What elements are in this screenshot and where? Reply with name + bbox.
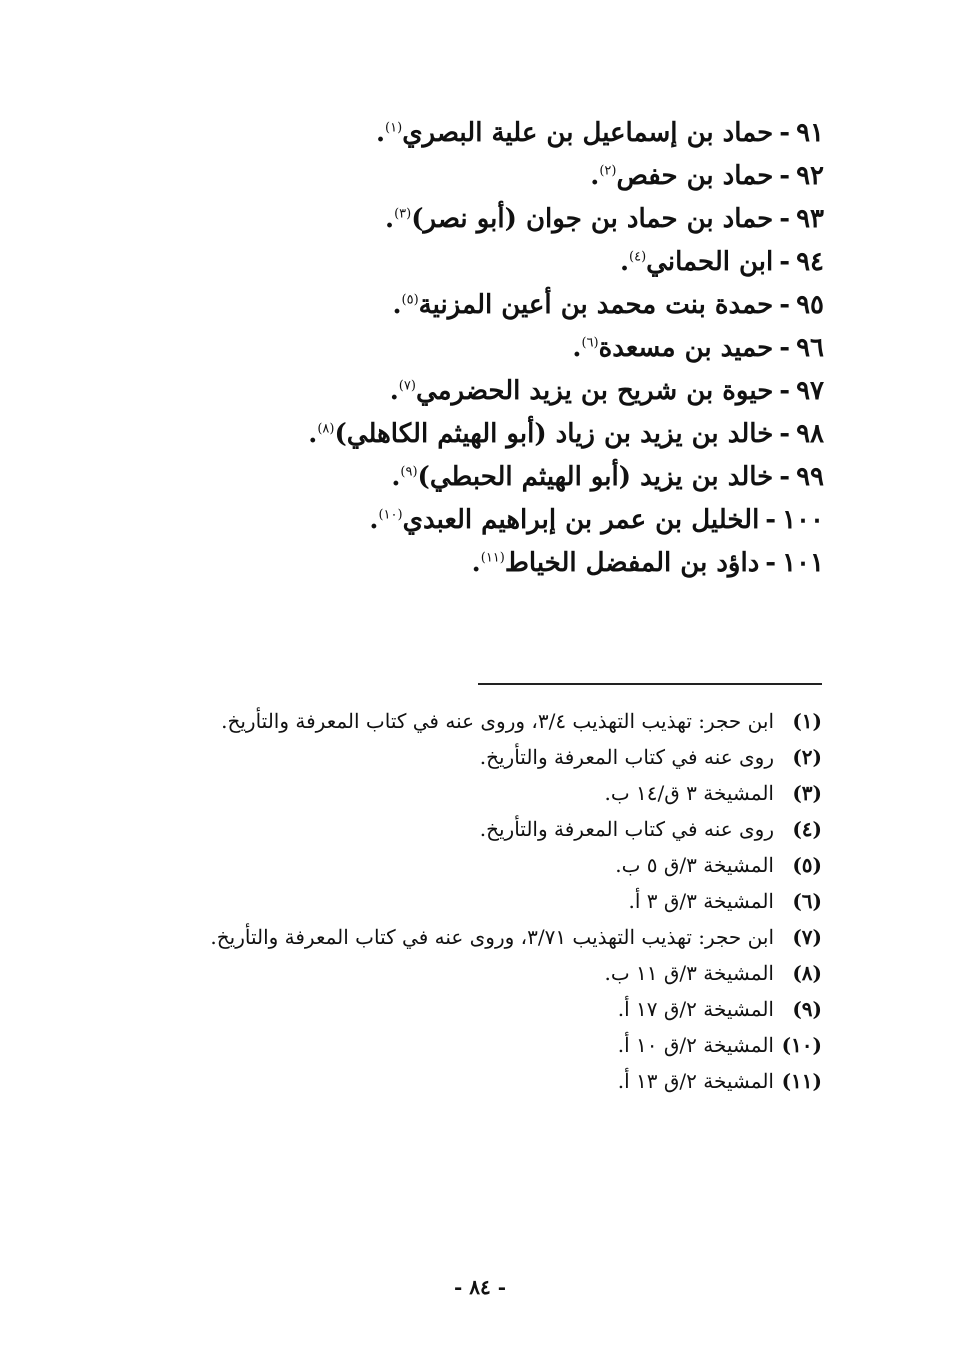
footnote — [182, 703, 822, 739]
entry-name: حمدة بنت محمد بن أعين المزنية — [418, 290, 774, 320]
entry-name: حماد بن حفص — [616, 161, 774, 191]
entry-dash: - — [779, 333, 791, 363]
entry-period: . — [385, 204, 395, 234]
entry-name: حميد بن مسعدة — [598, 333, 774, 363]
footnote-text: ابن حجر: تهذيب التهذيب ٣/٤، وروى عنه في كتاب المعرفة والتأريخ. — [221, 709, 774, 733]
list-item — [184, 370, 824, 413]
footnote-text: روى عنه في كتاب المعرفة والتأريخ. — [479, 817, 774, 841]
footnote-marker[interactable]: (٧) — [398, 378, 416, 394]
entry-name: خالد بن يزيد بن زياد (أبو الهيثم الكاهلي) — [334, 419, 774, 449]
list-item — [184, 327, 824, 370]
entry-number: ١٠١ — [782, 548, 824, 578]
footnote-label: (١١) — [781, 1069, 822, 1093]
footnote-marker[interactable]: (١) — [385, 120, 403, 136]
entry-dash: - — [779, 419, 791, 449]
entry-name: الخليل بن عمر بن إبراهيم العبدي — [402, 505, 760, 535]
footnote-marker[interactable]: (٩) — [400, 464, 418, 480]
footnote-label: (١) — [792, 709, 822, 733]
footnote-text: المشيخة ٣/ق ١١ ب. — [604, 961, 774, 985]
footnote-marker[interactable]: (٨) — [317, 421, 335, 437]
entry-name: حماد بن إسماعيل بن علية البصري — [402, 118, 774, 148]
entry-number: ٩٩ — [796, 462, 824, 492]
entry-period: . — [619, 247, 630, 277]
entry-number: ٩٦ — [796, 333, 824, 363]
footnote-marker[interactable]: (٣) — [394, 206, 412, 222]
footnote-marker[interactable]: (٤) — [629, 249, 647, 265]
entry-period: . — [471, 548, 481, 578]
footnote-marker[interactable]: (٢) — [599, 163, 617, 179]
entry-dash: - — [779, 290, 791, 320]
list-item — [184, 413, 824, 456]
entry-period: . — [308, 419, 318, 449]
footnote-label: (١٠) — [781, 1033, 822, 1057]
entry-period: . — [590, 161, 600, 191]
footnote — [182, 1027, 822, 1063]
entry-number: ٩٧ — [796, 376, 824, 406]
entry-name: خالد بن يزيد (أبو الهيثم الحبطي) — [417, 462, 774, 492]
footnote-text: المشيخة ٣/ق ٥ ب. — [615, 853, 774, 877]
footnote-marker[interactable]: (٥) — [401, 292, 419, 308]
entry-number: ٩١ — [796, 118, 824, 148]
footnote-text: المشيخة ٣/ق ٣ أ. — [628, 889, 774, 913]
footnote — [182, 991, 822, 1027]
footnote-label: (٦) — [792, 889, 822, 913]
footnote-text: المشيخة ٢/ق ١٠ أ. — [617, 1033, 774, 1057]
entry-number: ١٠٠ — [782, 505, 824, 535]
page-number: - ٨٤ - — [453, 1275, 506, 1299]
list-item — [184, 112, 824, 155]
footnote-text: المشيخة ٢/ق ١٧ أ. — [617, 997, 774, 1021]
narrator-list — [184, 112, 824, 585]
list-item — [184, 241, 824, 284]
list-item — [184, 542, 824, 585]
footnote-label: (٥) — [792, 853, 822, 877]
footnote-label: (٢) — [792, 745, 822, 769]
entry-name: حماد بن حماد بن جوان (أبو نصر) — [411, 204, 774, 234]
entry-dash: - — [779, 376, 791, 406]
entry-dash: - — [765, 505, 777, 535]
entry-dash: - — [779, 161, 791, 191]
footnote-text: المشيخة ٢/ق ١٣ أ. — [617, 1069, 774, 1093]
footnote — [182, 955, 822, 991]
list-item — [184, 499, 824, 542]
entry-number: ٩٢ — [796, 161, 824, 191]
footnote-marker[interactable]: (٦) — [581, 335, 599, 351]
entry-name: حيوة بن شريح بن يزيد الحضرمي — [415, 376, 774, 406]
list-item — [184, 284, 824, 327]
footnote-label: (٩) — [792, 997, 822, 1021]
entry-name: داؤد بن المفضل الخياط — [504, 548, 760, 578]
list-item — [184, 155, 824, 198]
entry-period: . — [572, 333, 582, 363]
list-item — [184, 456, 824, 499]
footnote — [182, 919, 822, 955]
entry-period: . — [375, 118, 386, 148]
entry-dash: - — [765, 548, 777, 578]
entry-period: . — [392, 290, 402, 320]
footnote — [182, 739, 822, 775]
entry-period: . — [389, 376, 399, 406]
footnote-marker[interactable]: (١٠) — [378, 507, 403, 523]
footnote — [182, 775, 822, 811]
footnote — [182, 847, 822, 883]
footnote — [182, 883, 822, 919]
entry-dash: - — [779, 204, 791, 234]
footnote-label: (٧) — [792, 925, 822, 949]
entry-dash: - — [779, 462, 791, 492]
footnote-text: روى عنه في كتاب المعرفة والتأريخ. — [479, 745, 774, 769]
list-item — [184, 198, 824, 241]
entry-number: ٩٤ — [796, 247, 824, 277]
entry-dash: - — [779, 247, 791, 277]
entry-number: ٩٥ — [796, 290, 824, 320]
footnote — [182, 1063, 822, 1099]
footnote-marker[interactable]: (١١) — [480, 550, 505, 566]
entry-number: ٩٣ — [796, 204, 824, 234]
footnotes-list — [182, 703, 822, 1099]
entry-number: ٩٨ — [796, 419, 824, 449]
entry-period: . — [369, 505, 379, 535]
footnote-text: المشيخة ٣ ق/١٤ ب. — [604, 781, 774, 805]
footnote-label: (٤) — [792, 817, 822, 841]
footnote-label: (٨) — [792, 961, 822, 985]
entry-period: . — [391, 462, 401, 492]
entry-dash: - — [779, 118, 791, 148]
footnote-text: ابن حجر: تهذيب التهذيب ٣/٧١، وروى عنه في كتاب المعرفة والتأريخ. — [210, 925, 774, 949]
footnote-separator — [478, 683, 822, 685]
footnote — [182, 811, 822, 847]
entry-name: ابن الحماني — [646, 247, 774, 277]
footnote-label: (٣) — [792, 781, 822, 805]
